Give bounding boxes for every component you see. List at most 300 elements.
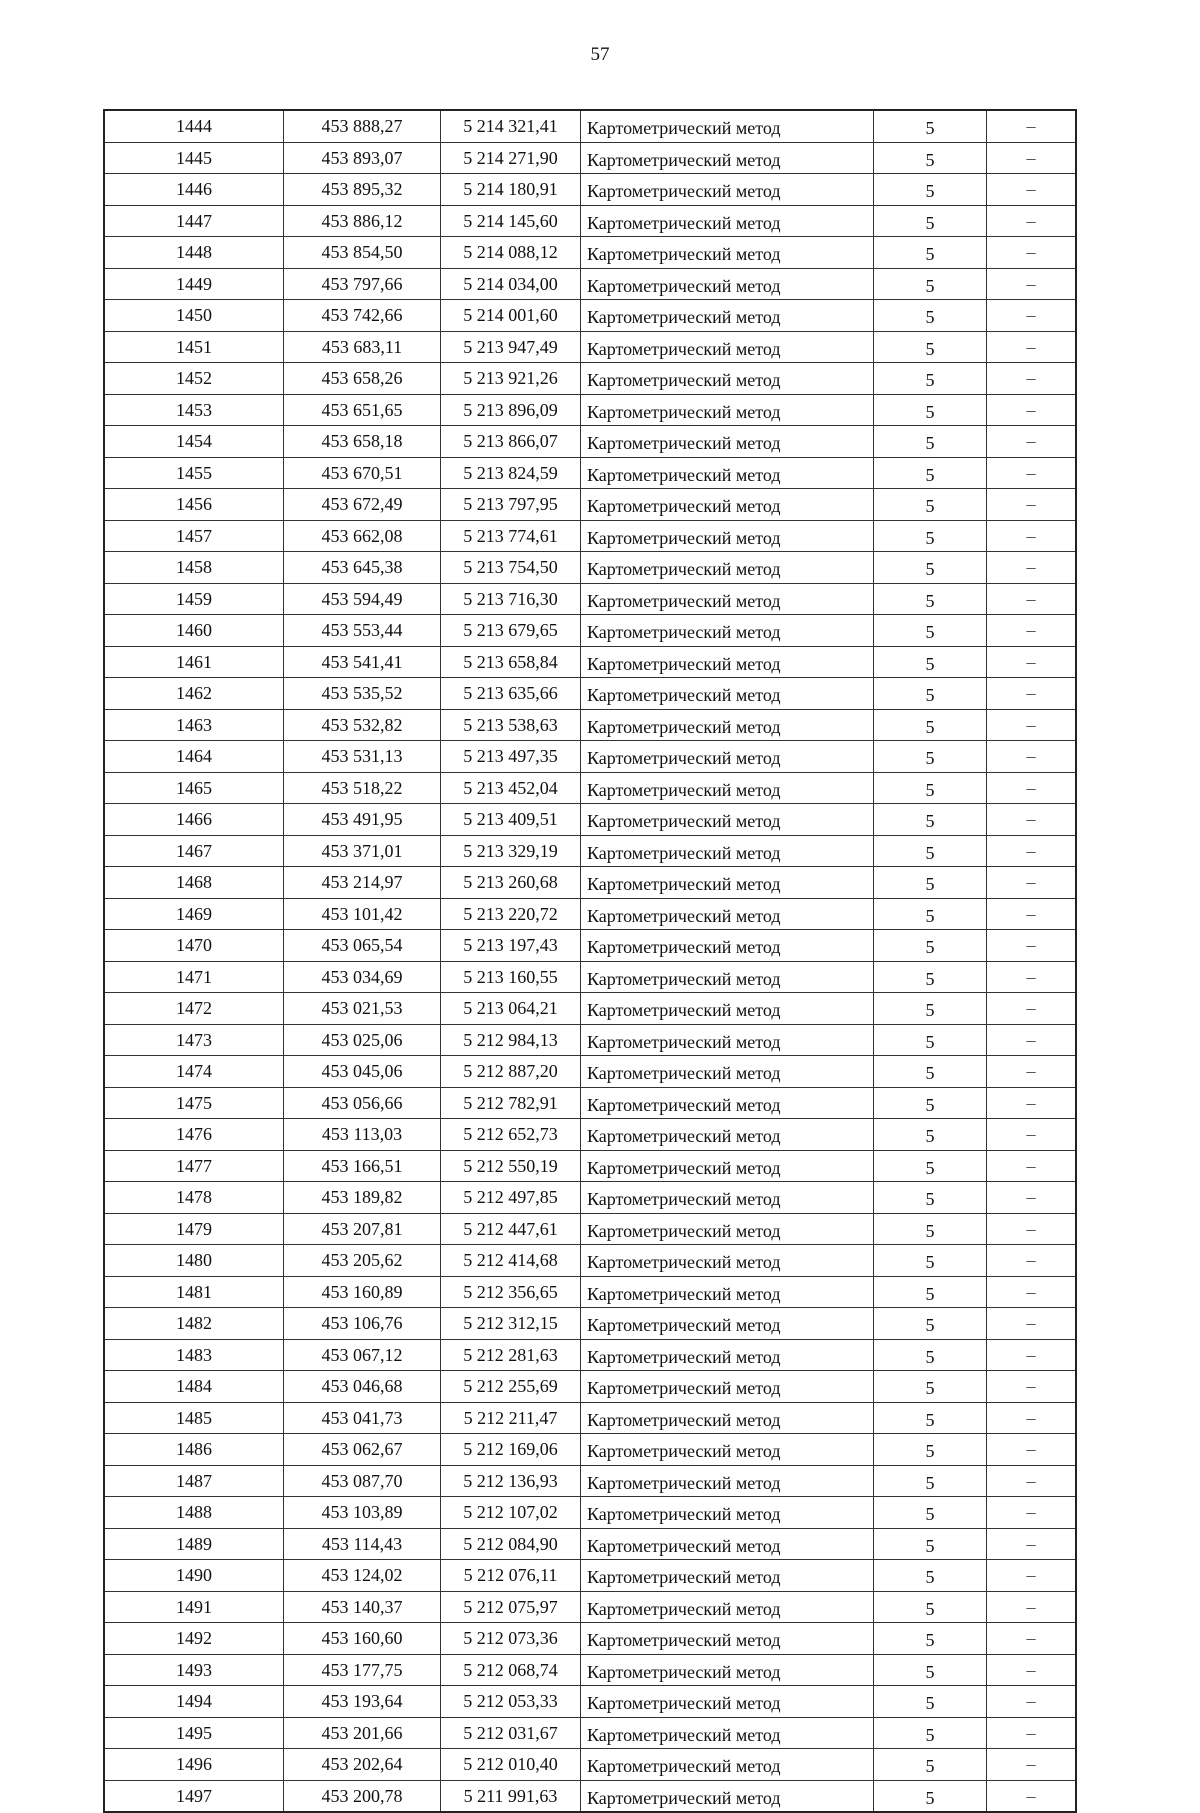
point-number-cell: 1474	[104, 1056, 284, 1088]
x-coordinate-cell: 453 371,01	[284, 835, 441, 867]
point-number-cell: 1447	[104, 205, 284, 237]
accuracy-cell: 5	[874, 1749, 987, 1781]
y-coordinate-cell: 5 213 774,61	[441, 520, 581, 552]
x-coordinate-cell: 453 140,37	[284, 1591, 441, 1623]
point-number-cell: 1456	[104, 489, 284, 521]
table-row	[104, 174, 1076, 206]
method-cell: Картометрический метод	[581, 520, 874, 552]
point-number-cell: 1463	[104, 709, 284, 741]
point-number-cell: 1460	[104, 615, 284, 647]
table-row	[104, 1087, 1076, 1119]
x-coordinate-cell: 453 658,26	[284, 363, 441, 395]
point-number-cell: 1480	[104, 1245, 284, 1277]
accuracy-cell: 5	[874, 961, 987, 993]
table-row	[104, 489, 1076, 521]
table-row	[104, 1623, 1076, 1655]
point-number-cell: 1483	[104, 1339, 284, 1371]
note-cell: –	[987, 1623, 1077, 1655]
x-coordinate-cell: 453 207,81	[284, 1213, 441, 1245]
accuracy-cell: 5	[874, 1465, 987, 1497]
accuracy-cell: 5	[874, 1119, 987, 1151]
note-cell: –	[987, 363, 1077, 395]
accuracy-cell: 5	[874, 1308, 987, 1340]
note-cell: –	[987, 110, 1077, 142]
method-cell: Картометрический метод	[581, 268, 874, 300]
accuracy-cell: 5	[874, 741, 987, 773]
note-cell: –	[987, 1087, 1077, 1119]
x-coordinate-cell: 453 041,73	[284, 1402, 441, 1434]
y-coordinate-cell: 5 212 075,97	[441, 1591, 581, 1623]
point-number-cell: 1482	[104, 1308, 284, 1340]
point-number-cell: 1495	[104, 1717, 284, 1749]
y-coordinate-cell: 5 214 034,00	[441, 268, 581, 300]
point-number-cell: 1451	[104, 331, 284, 363]
table-row	[104, 930, 1076, 962]
method-cell: Картометрический метод	[581, 1560, 874, 1592]
point-number-cell: 1487	[104, 1465, 284, 1497]
method-cell: Картометрический метод	[581, 1182, 874, 1214]
x-coordinate-cell: 453 189,82	[284, 1182, 441, 1214]
y-coordinate-cell: 5 213 497,35	[441, 741, 581, 773]
note-cell: –	[987, 457, 1077, 489]
x-coordinate-cell: 453 535,52	[284, 678, 441, 710]
y-coordinate-cell: 5 214 001,60	[441, 300, 581, 332]
accuracy-cell: 5	[874, 709, 987, 741]
point-number-cell: 1462	[104, 678, 284, 710]
accuracy-cell: 5	[874, 772, 987, 804]
method-cell: Картометрический метод	[581, 1276, 874, 1308]
y-coordinate-cell: 5 212 281,63	[441, 1339, 581, 1371]
point-number-cell: 1458	[104, 552, 284, 584]
y-coordinate-cell: 5 212 068,74	[441, 1654, 581, 1686]
note-cell: –	[987, 520, 1077, 552]
method-cell: Картометрический метод	[581, 583, 874, 615]
table-row	[104, 741, 1076, 773]
note-cell: –	[987, 1119, 1077, 1151]
x-coordinate-cell: 453 200,78	[284, 1780, 441, 1812]
method-cell: Картометрический метод	[581, 1150, 874, 1182]
point-number-cell: 1478	[104, 1182, 284, 1214]
accuracy-cell: 5	[874, 1497, 987, 1529]
table-row	[104, 961, 1076, 993]
y-coordinate-cell: 5 213 409,51	[441, 804, 581, 836]
y-coordinate-cell: 5 213 329,19	[441, 835, 581, 867]
accuracy-cell: 5	[874, 615, 987, 647]
point-number-cell: 1494	[104, 1686, 284, 1718]
table-row	[104, 1245, 1076, 1277]
point-number-cell: 1459	[104, 583, 284, 615]
y-coordinate-cell: 5 212 031,67	[441, 1717, 581, 1749]
table-row	[104, 1024, 1076, 1056]
y-coordinate-cell: 5 213 064,21	[441, 993, 581, 1025]
y-coordinate-cell: 5 213 160,55	[441, 961, 581, 993]
method-cell: Картометрический метод	[581, 1245, 874, 1277]
y-coordinate-cell: 5 214 088,12	[441, 237, 581, 269]
point-number-cell: 1496	[104, 1749, 284, 1781]
y-coordinate-cell: 5 213 866,07	[441, 426, 581, 458]
y-coordinate-cell: 5 212 356,65	[441, 1276, 581, 1308]
note-cell: –	[987, 741, 1077, 773]
accuracy-cell: 5	[874, 300, 987, 332]
y-coordinate-cell: 5 214 321,41	[441, 110, 581, 142]
table-row	[104, 142, 1076, 174]
table-row	[104, 1056, 1076, 1088]
point-number-cell: 1468	[104, 867, 284, 899]
note-cell: –	[987, 772, 1077, 804]
note-cell: –	[987, 426, 1077, 458]
x-coordinate-cell: 453 662,08	[284, 520, 441, 552]
x-coordinate-cell: 453 087,70	[284, 1465, 441, 1497]
table-row	[104, 1276, 1076, 1308]
accuracy-cell: 5	[874, 1780, 987, 1812]
x-coordinate-cell: 453 683,11	[284, 331, 441, 363]
x-coordinate-cell: 453 114,43	[284, 1528, 441, 1560]
y-coordinate-cell: 5 211 991,63	[441, 1780, 581, 1812]
accuracy-cell: 5	[874, 1717, 987, 1749]
method-cell: Картометрический метод	[581, 237, 874, 269]
accuracy-cell: 5	[874, 426, 987, 458]
table-row	[104, 993, 1076, 1025]
accuracy-cell: 5	[874, 678, 987, 710]
method-cell: Картометрический метод	[581, 741, 874, 773]
accuracy-cell: 5	[874, 1182, 987, 1214]
note-cell: –	[987, 489, 1077, 521]
y-coordinate-cell: 5 212 211,47	[441, 1402, 581, 1434]
y-coordinate-cell: 5 213 716,30	[441, 583, 581, 615]
method-cell: Картометрический метод	[581, 709, 874, 741]
method-cell: Картометрический метод	[581, 1623, 874, 1655]
note-cell: –	[987, 1686, 1077, 1718]
accuracy-cell: 5	[874, 1245, 987, 1277]
table-row	[104, 1686, 1076, 1718]
note-cell: –	[987, 1654, 1077, 1686]
point-number-cell: 1467	[104, 835, 284, 867]
x-coordinate-cell: 453 103,89	[284, 1497, 441, 1529]
note-cell: –	[987, 1780, 1077, 1812]
y-coordinate-cell: 5 213 797,95	[441, 489, 581, 521]
accuracy-cell: 5	[874, 835, 987, 867]
x-coordinate-cell: 453 672,49	[284, 489, 441, 521]
point-number-cell: 1492	[104, 1623, 284, 1655]
x-coordinate-cell: 453 202,64	[284, 1749, 441, 1781]
method-cell: Картометрический метод	[581, 1591, 874, 1623]
x-coordinate-cell: 453 177,75	[284, 1654, 441, 1686]
x-coordinate-cell: 453 541,41	[284, 646, 441, 678]
point-number-cell: 1484	[104, 1371, 284, 1403]
table-row	[104, 300, 1076, 332]
table-row	[104, 1150, 1076, 1182]
y-coordinate-cell: 5 212 782,91	[441, 1087, 581, 1119]
method-cell: Картометрический метод	[581, 1024, 874, 1056]
method-cell: Картометрический метод	[581, 205, 874, 237]
note-cell: –	[987, 237, 1077, 269]
table-row	[104, 646, 1076, 678]
x-coordinate-cell: 453 531,13	[284, 741, 441, 773]
note-cell: –	[987, 1245, 1077, 1277]
point-number-cell: 1450	[104, 300, 284, 332]
y-coordinate-cell: 5 213 921,26	[441, 363, 581, 395]
table-row	[104, 426, 1076, 458]
accuracy-cell: 5	[874, 1276, 987, 1308]
point-number-cell: 1497	[104, 1780, 284, 1812]
x-coordinate-cell: 453 160,89	[284, 1276, 441, 1308]
note-cell: –	[987, 1024, 1077, 1056]
table-row	[104, 709, 1076, 741]
method-cell: Картометрический метод	[581, 678, 874, 710]
x-coordinate-cell: 453 886,12	[284, 205, 441, 237]
method-cell: Картометрический метод	[581, 1119, 874, 1151]
table-row	[104, 237, 1076, 269]
x-coordinate-cell: 453 888,27	[284, 110, 441, 142]
x-coordinate-cell: 453 205,62	[284, 1245, 441, 1277]
note-cell: –	[987, 331, 1077, 363]
method-cell: Картометрический метод	[581, 426, 874, 458]
note-cell: –	[987, 993, 1077, 1025]
method-cell: Картометрический метод	[581, 1780, 874, 1812]
method-cell: Картометрический метод	[581, 867, 874, 899]
method-cell: Картометрический метод	[581, 1308, 874, 1340]
note-cell: –	[987, 300, 1077, 332]
method-cell: Картометрический метод	[581, 961, 874, 993]
accuracy-cell: 5	[874, 1591, 987, 1623]
x-coordinate-cell: 453 062,67	[284, 1434, 441, 1466]
accuracy-cell: 5	[874, 993, 987, 1025]
note-cell: –	[987, 804, 1077, 836]
point-number-cell: 1485	[104, 1402, 284, 1434]
method-cell: Картометрический метод	[581, 615, 874, 647]
accuracy-cell: 5	[874, 174, 987, 206]
x-coordinate-cell: 453 021,53	[284, 993, 441, 1025]
table-row	[104, 1749, 1076, 1781]
page-number: 57	[590, 44, 610, 65]
accuracy-cell: 5	[874, 583, 987, 615]
table-row	[104, 1308, 1076, 1340]
table-row	[104, 1119, 1076, 1151]
note-cell: –	[987, 930, 1077, 962]
table-row	[104, 1560, 1076, 1592]
accuracy-cell: 5	[874, 1371, 987, 1403]
table-row	[104, 1717, 1076, 1749]
y-coordinate-cell: 5 212 984,13	[441, 1024, 581, 1056]
method-cell: Картометрический метод	[581, 1686, 874, 1718]
method-cell: Картометрический метод	[581, 457, 874, 489]
note-cell: –	[987, 961, 1077, 993]
note-cell: –	[987, 1182, 1077, 1214]
note-cell: –	[987, 1434, 1077, 1466]
accuracy-cell: 5	[874, 898, 987, 930]
point-number-cell: 1469	[104, 898, 284, 930]
table-row	[104, 615, 1076, 647]
table-row	[104, 898, 1076, 930]
y-coordinate-cell: 5 212 414,68	[441, 1245, 581, 1277]
note-cell: –	[987, 1308, 1077, 1340]
y-coordinate-cell: 5 212 447,61	[441, 1213, 581, 1245]
point-number-cell: 1475	[104, 1087, 284, 1119]
y-coordinate-cell: 5 212 169,06	[441, 1434, 581, 1466]
y-coordinate-cell: 5 212 053,33	[441, 1686, 581, 1718]
y-coordinate-cell: 5 213 260,68	[441, 867, 581, 899]
accuracy-cell: 5	[874, 110, 987, 142]
y-coordinate-cell: 5 213 896,09	[441, 394, 581, 426]
table-row	[104, 1371, 1076, 1403]
point-number-cell: 1464	[104, 741, 284, 773]
y-coordinate-cell: 5 214 145,60	[441, 205, 581, 237]
point-number-cell: 1453	[104, 394, 284, 426]
point-number-cell: 1445	[104, 142, 284, 174]
note-cell: –	[987, 835, 1077, 867]
table-row	[104, 678, 1076, 710]
note-cell: –	[987, 1465, 1077, 1497]
x-coordinate-cell: 453 124,02	[284, 1560, 441, 1592]
y-coordinate-cell: 5 212 073,36	[441, 1623, 581, 1655]
point-number-cell: 1461	[104, 646, 284, 678]
point-number-cell: 1449	[104, 268, 284, 300]
note-cell: –	[987, 709, 1077, 741]
table-row	[104, 1434, 1076, 1466]
note-cell: –	[987, 552, 1077, 584]
accuracy-cell: 5	[874, 552, 987, 584]
table-row	[104, 1213, 1076, 1245]
table-row	[104, 552, 1076, 584]
y-coordinate-cell: 5 213 679,65	[441, 615, 581, 647]
accuracy-cell: 5	[874, 363, 987, 395]
note-cell: –	[987, 1528, 1077, 1560]
method-cell: Картометрический метод	[581, 1213, 874, 1245]
method-cell: Картометрический метод	[581, 1528, 874, 1560]
note-cell: –	[987, 1276, 1077, 1308]
point-number-cell: 1446	[104, 174, 284, 206]
note-cell: –	[987, 142, 1077, 174]
y-coordinate-cell: 5 212 255,69	[441, 1371, 581, 1403]
method-cell: Картометрический метод	[581, 930, 874, 962]
accuracy-cell: 5	[874, 1528, 987, 1560]
point-number-cell: 1493	[104, 1654, 284, 1686]
method-cell: Картометрический метод	[581, 646, 874, 678]
note-cell: –	[987, 1497, 1077, 1529]
table-row	[104, 457, 1076, 489]
accuracy-cell: 5	[874, 205, 987, 237]
y-coordinate-cell: 5 213 658,84	[441, 646, 581, 678]
x-coordinate-cell: 453 045,06	[284, 1056, 441, 1088]
accuracy-cell: 5	[874, 1560, 987, 1592]
table-row	[104, 835, 1076, 867]
point-number-cell: 1466	[104, 804, 284, 836]
x-coordinate-cell: 453 056,66	[284, 1087, 441, 1119]
note-cell: –	[987, 268, 1077, 300]
table-row	[104, 394, 1076, 426]
table-row	[104, 331, 1076, 363]
x-coordinate-cell: 453 065,54	[284, 930, 441, 962]
note-cell: –	[987, 205, 1077, 237]
method-cell: Картометрический метод	[581, 804, 874, 836]
method-cell: Картометрический метод	[581, 772, 874, 804]
x-coordinate-cell: 453 651,65	[284, 394, 441, 426]
note-cell: –	[987, 646, 1077, 678]
y-coordinate-cell: 5 212 084,90	[441, 1528, 581, 1560]
coordinates-table	[103, 109, 1077, 1813]
note-cell: –	[987, 1591, 1077, 1623]
point-number-cell: 1491	[104, 1591, 284, 1623]
x-coordinate-cell: 453 491,95	[284, 804, 441, 836]
accuracy-cell: 5	[874, 237, 987, 269]
method-cell: Картометрический метод	[581, 1056, 874, 1088]
accuracy-cell: 5	[874, 1339, 987, 1371]
y-coordinate-cell: 5 213 220,72	[441, 898, 581, 930]
table-row	[104, 772, 1076, 804]
x-coordinate-cell: 453 201,66	[284, 1717, 441, 1749]
accuracy-cell: 5	[874, 646, 987, 678]
accuracy-cell: 5	[874, 1654, 987, 1686]
method-cell: Картометрический метод	[581, 1434, 874, 1466]
note-cell: –	[987, 1560, 1077, 1592]
y-coordinate-cell: 5 212 136,93	[441, 1465, 581, 1497]
accuracy-cell: 5	[874, 394, 987, 426]
x-coordinate-cell: 453 797,66	[284, 268, 441, 300]
point-number-cell: 1490	[104, 1560, 284, 1592]
method-cell: Картометрический метод	[581, 363, 874, 395]
note-cell: –	[987, 1213, 1077, 1245]
x-coordinate-cell: 453 594,49	[284, 583, 441, 615]
x-coordinate-cell: 453 895,32	[284, 174, 441, 206]
x-coordinate-cell: 453 518,22	[284, 772, 441, 804]
table-row	[104, 867, 1076, 899]
x-coordinate-cell: 453 193,64	[284, 1686, 441, 1718]
y-coordinate-cell: 5 212 312,15	[441, 1308, 581, 1340]
accuracy-cell: 5	[874, 489, 987, 521]
point-number-cell: 1476	[104, 1119, 284, 1151]
x-coordinate-cell: 453 034,69	[284, 961, 441, 993]
x-coordinate-cell: 453 532,82	[284, 709, 441, 741]
table-row	[104, 1339, 1076, 1371]
note-cell: –	[987, 1717, 1077, 1749]
x-coordinate-cell: 453 645,38	[284, 552, 441, 584]
method-cell: Картометрический метод	[581, 1749, 874, 1781]
method-cell: Картометрический метод	[581, 174, 874, 206]
accuracy-cell: 5	[874, 457, 987, 489]
table-row	[104, 1182, 1076, 1214]
accuracy-cell: 5	[874, 331, 987, 363]
y-coordinate-cell: 5 212 887,20	[441, 1056, 581, 1088]
method-cell: Картометрический метод	[581, 300, 874, 332]
y-coordinate-cell: 5 214 271,90	[441, 142, 581, 174]
x-coordinate-cell: 453 113,03	[284, 1119, 441, 1151]
method-cell: Картометрический метод	[581, 142, 874, 174]
table-row	[104, 1497, 1076, 1529]
table-row	[104, 363, 1076, 395]
method-cell: Картометрический метод	[581, 1717, 874, 1749]
table-row	[104, 804, 1076, 836]
x-coordinate-cell: 453 067,12	[284, 1339, 441, 1371]
point-number-cell: 1481	[104, 1276, 284, 1308]
method-cell: Картометрический метод	[581, 552, 874, 584]
method-cell: Картометрический метод	[581, 1497, 874, 1529]
table-row	[104, 1780, 1076, 1812]
accuracy-cell: 5	[874, 1213, 987, 1245]
method-cell: Картометрический метод	[581, 394, 874, 426]
point-number-cell: 1486	[104, 1434, 284, 1466]
y-coordinate-cell: 5 212 010,40	[441, 1749, 581, 1781]
note-cell: –	[987, 1402, 1077, 1434]
note-cell: –	[987, 1339, 1077, 1371]
accuracy-cell: 5	[874, 520, 987, 552]
x-coordinate-cell: 453 101,42	[284, 898, 441, 930]
method-cell: Картометрический метод	[581, 1654, 874, 1686]
table-row	[104, 268, 1076, 300]
x-coordinate-cell: 453 046,68	[284, 1371, 441, 1403]
table-row	[104, 583, 1076, 615]
note-cell: –	[987, 898, 1077, 930]
accuracy-cell: 5	[874, 804, 987, 836]
